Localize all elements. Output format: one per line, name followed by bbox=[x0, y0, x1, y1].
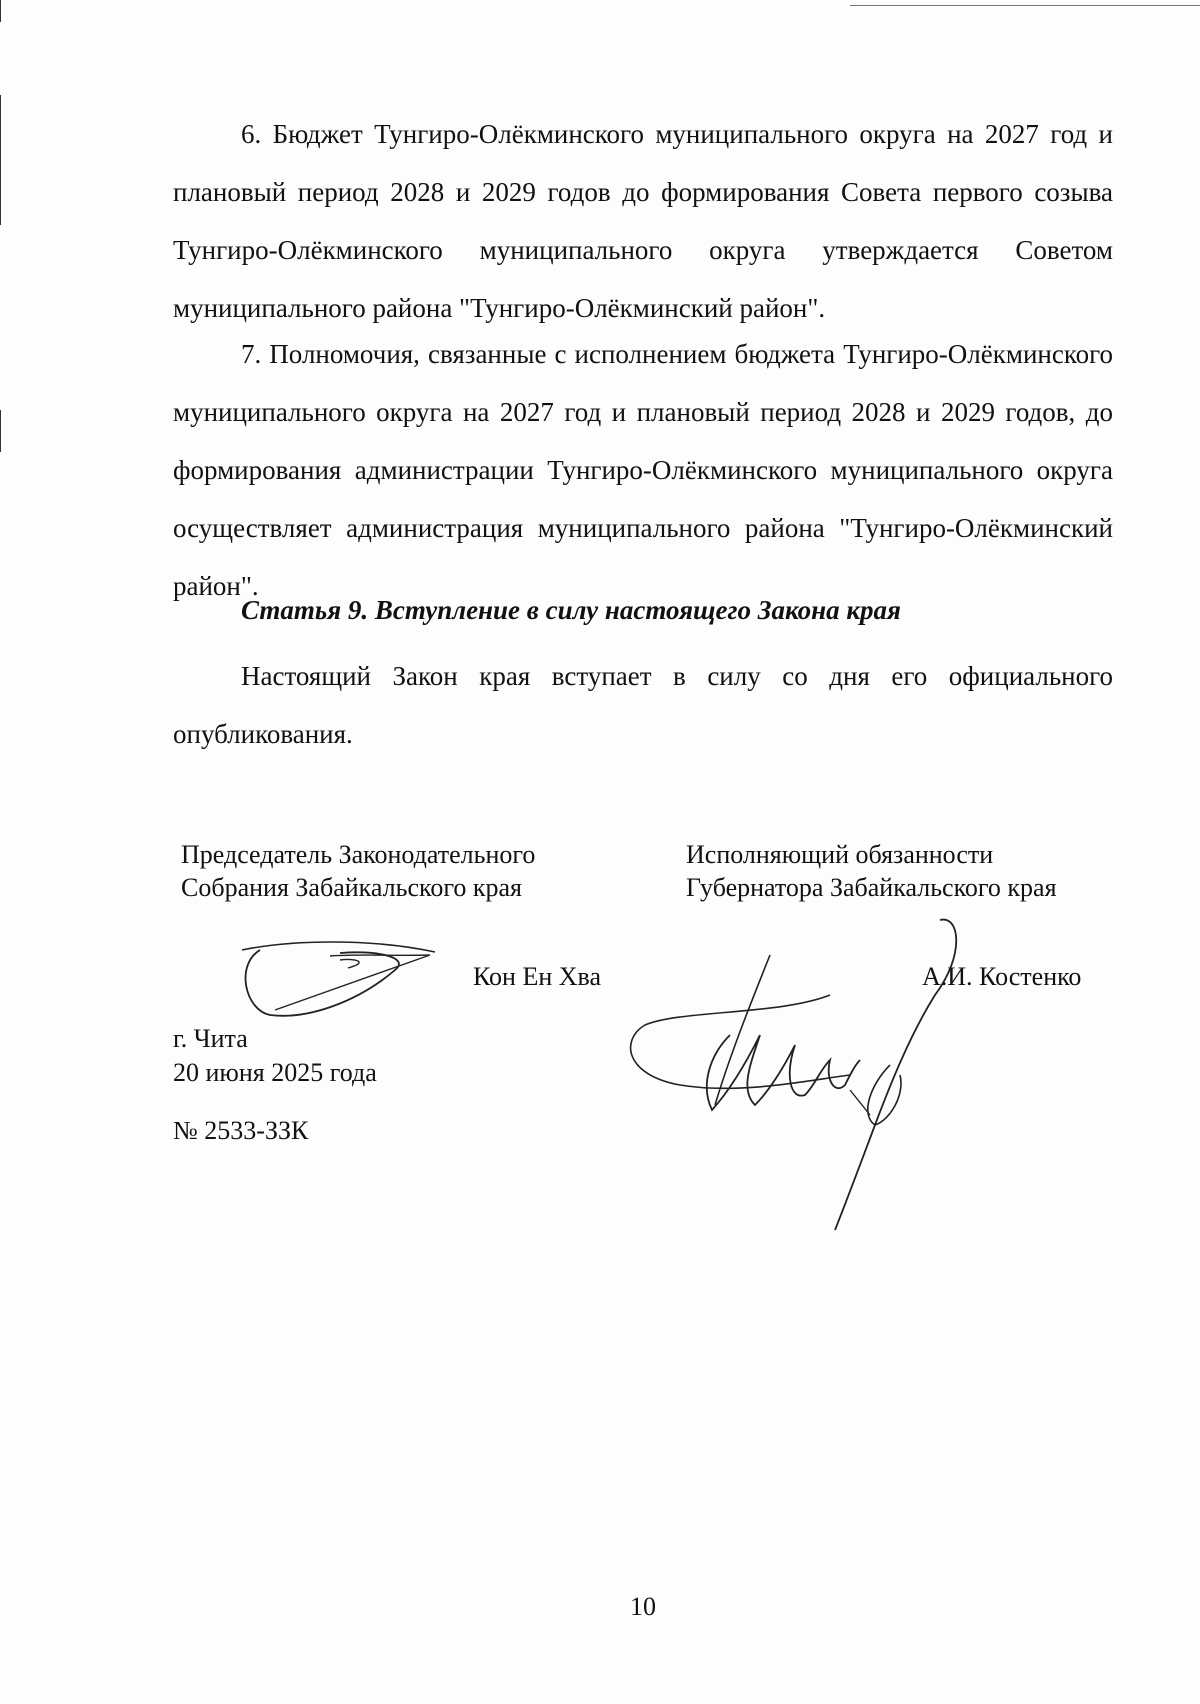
left-title-line-1: Председатель Законодательного bbox=[181, 840, 536, 869]
paragraph-7-text: 7. Полномочия, связанные с исполнением бюджета Тунгиро-Олёкминского муниципального округа на 2027 год и плановый период 2028 и 2029 годов, до формирования администрации Тунгиро-Олёкминского муниципального округа осуществляет администрация муниципального района "Тунгиро-Олёкминский район". bbox=[173, 339, 1113, 601]
law-number: № 2533-ЗЗК bbox=[173, 1116, 309, 1145]
article-9-body bbox=[173, 637, 1113, 763]
date: 20 июня 2025 года bbox=[173, 1058, 377, 1087]
left-signatory-name: Кон Ен Хва bbox=[473, 962, 602, 991]
right-signatory-title bbox=[686, 838, 1057, 904]
paragraph-7 bbox=[173, 325, 1113, 615]
left-handwritten-signature bbox=[230, 920, 450, 1030]
right-signatory-name: А.И. Костенко bbox=[922, 962, 1082, 991]
paragraph-6 bbox=[173, 105, 1113, 337]
city: г. Чита bbox=[173, 1024, 248, 1053]
right-title-line-1: Исполняющий обязанности bbox=[686, 840, 994, 869]
right-title-line-2: Губернатора Забайкальского края bbox=[686, 873, 1057, 902]
article-9-text: Настоящий Закон края вступает в силу со дня его официального опубликования. bbox=[173, 661, 1113, 749]
left-signatory-title bbox=[181, 838, 535, 904]
scan-edge-mark bbox=[0, 95, 1, 225]
scan-edge-mark bbox=[850, 5, 1200, 6]
page-number: 10 bbox=[630, 1592, 656, 1621]
scan-edge-mark bbox=[0, 410, 1, 452]
scan-edge-mark bbox=[0, 0, 1, 22]
article-9-heading: Статья 9. Вступление в силу настоящего Закона края bbox=[241, 595, 901, 625]
paragraph-6-text: 6. Бюджет Тунгиро-Олёкминского муниципального округа на 2027 год и плановый период 2028 и 2029 годов до формирования Совета первого созыва Тунгиро-Олёкминского муниципального округа утверждается Советом муниципального района "Тунгиро-Олёкминский район". bbox=[173, 119, 1113, 323]
left-title-line-2: Собрания Забайкальского края bbox=[181, 873, 522, 902]
place-and-date bbox=[173, 1022, 377, 1090]
